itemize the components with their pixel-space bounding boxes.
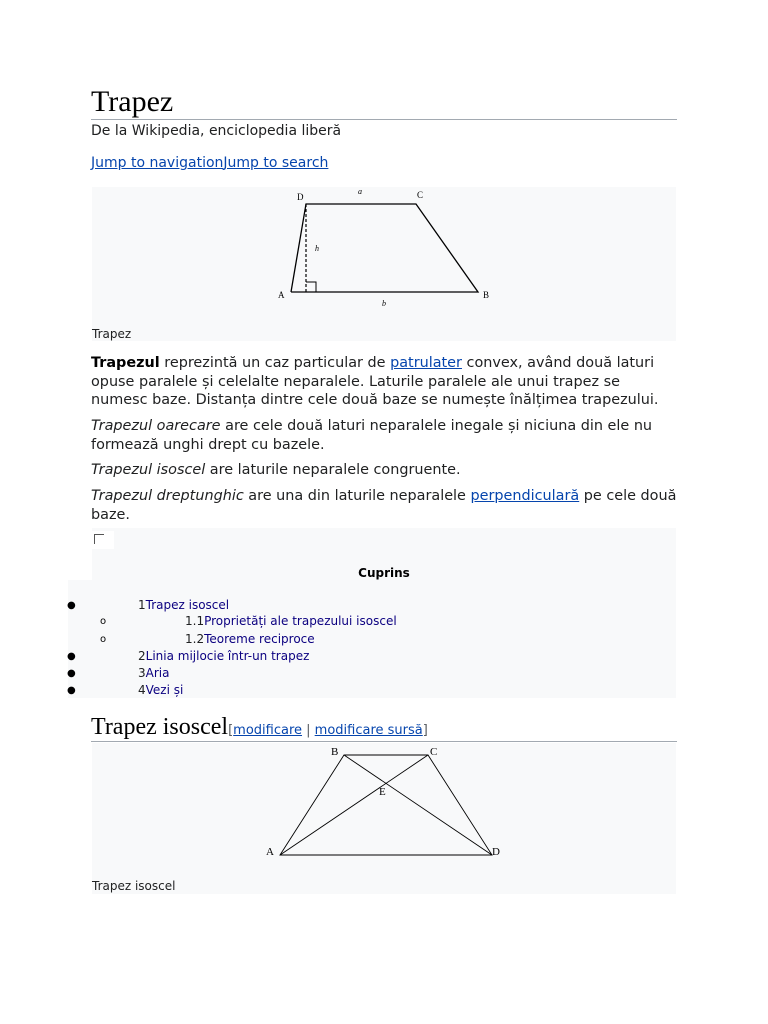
toc-item[interactable]: 1.2Teoreme reciproce xyxy=(185,632,315,646)
edit-link[interactable]: modificare xyxy=(233,723,303,738)
label-a: a xyxy=(358,187,362,196)
page-title: Trapez xyxy=(91,85,174,118)
edit-section-links: [modificare | modificare sursă] xyxy=(228,723,428,738)
toc-item[interactable]: 1Trapez isoscel xyxy=(138,598,230,612)
edit-source-link[interactable]: modificare sursă xyxy=(314,723,423,738)
toc-title: Cuprins xyxy=(358,566,410,580)
toc-item[interactable]: 3Aria xyxy=(138,666,170,680)
label-A: A xyxy=(266,846,274,858)
intro-paragraph-1: Trapezul reprezintă un caz particular de patrulater convex, având două laturi opuse paralele și celelalte neparalele. Laturile paralele ale unui trapez se numesc baze. Distanța dintre cele două baze se numește înălțimea trapezului. xyxy=(91,355,659,408)
label-b: b xyxy=(382,299,386,308)
patrulater-link[interactable]: patrulater xyxy=(390,355,462,371)
figure-caption: Trapez xyxy=(92,327,132,341)
toc-item[interactable]: 2Linia mijlocie într-un trapez xyxy=(138,649,310,663)
jump-links xyxy=(91,155,328,171)
trapez-diagram[interactable] xyxy=(92,187,676,317)
jump-to-navigation-link[interactable]: Jump to navigation xyxy=(91,155,224,171)
bullet-icon: ● xyxy=(67,651,76,662)
label-C: C xyxy=(430,746,438,758)
bullet-icon: ● xyxy=(67,600,76,611)
label-C: C xyxy=(417,190,424,200)
jump-to-search-link[interactable]: Jump to search xyxy=(223,155,329,171)
perpendiculara-link[interactable]: perpendiculară xyxy=(470,488,580,504)
label-B: B xyxy=(331,746,339,758)
trapez-isoscel-diagram[interactable] xyxy=(92,743,676,868)
circle-bullet-icon: o xyxy=(100,616,107,627)
label-D: D xyxy=(492,846,500,858)
label-E: E xyxy=(379,786,386,798)
figure-trapez xyxy=(92,187,676,341)
toc-toggle-area[interactable] xyxy=(92,531,114,549)
intro-paragraph-2: Trapezul oarecare are cele două laturi neparalele inegale și niciuna din ele nu formează unghi drept cu bazele. xyxy=(91,418,653,453)
title-divider xyxy=(91,119,677,120)
toc-item[interactable]: 1.1Proprietăți ale trapezului isoscel xyxy=(185,614,397,628)
toc-item[interactable]: 4Vezi și xyxy=(138,683,184,697)
bullet-icon: ● xyxy=(67,668,76,679)
toc-toggle-icon[interactable] xyxy=(94,534,104,544)
label-A: A xyxy=(278,290,285,300)
section-divider xyxy=(91,741,677,742)
label-h: h xyxy=(315,244,319,253)
circle-bullet-icon: o xyxy=(100,634,107,645)
toc-background-extension xyxy=(68,580,92,698)
table-of-contents xyxy=(92,528,676,698)
page-subtitle: De la Wikipedia, enciclopedia liberă xyxy=(91,123,342,139)
bullet-icon: ● xyxy=(67,685,76,696)
label-B: B xyxy=(483,290,490,300)
section-heading-trapez-isoscel: Trapez isoscel[modificare | modificare sursă] xyxy=(91,714,428,740)
intro-paragraph-3: Trapezul isoscel are laturile neparalele congruente. xyxy=(91,462,461,478)
figure-trapez-isoscel xyxy=(92,743,676,894)
label-D: D xyxy=(297,192,304,202)
intro-paragraph-4: Trapezul dreptunghic are una din laturile neparalele perpendiculară pe cele două baze. xyxy=(91,488,677,523)
figure-caption: Trapez isoscel xyxy=(92,879,176,893)
